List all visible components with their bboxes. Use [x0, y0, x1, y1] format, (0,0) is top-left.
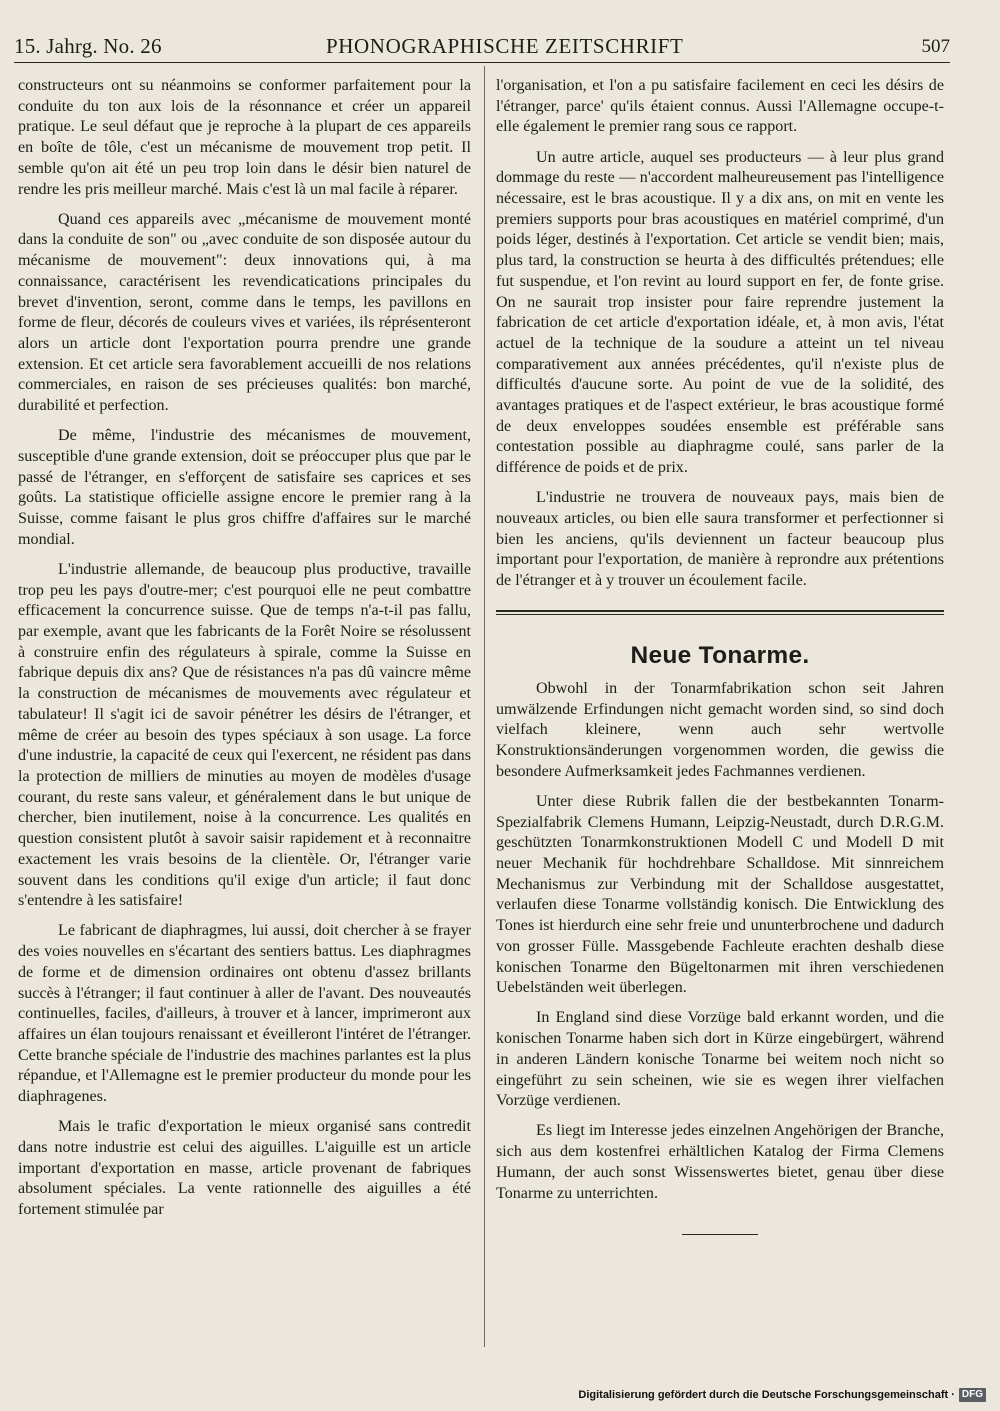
- dfg-logo: DFG: [959, 1388, 986, 1402]
- paragraph: In England sind diese Vorzüge bald erkannt worden, und die konischen Tonarme haben sich dort in Kürze eingebürgert, während in anderen Ländern konische Tonarme bei weitem noch nicht so eingeführt zu sein scheinen, wie sie es wegen ihrer vielfachen Vorzüge verdienen.: [496, 1009, 944, 1110]
- volume-issue: 15. Jahrg. No. 26: [14, 34, 162, 58]
- paragraph: constructeurs ont su néanmoins se conformer parfaitement pour la conduite du ton aux lois de la résonnance et créer un appareil pratique. Le seul défaut que je reproche à la plupart de ces appareils en boîte de tôle, c'est un mécanisme de mouvement trop petit. Il semble qu'on ait été un peu trop loin dans le désir bien naturel de rendre les pris meilleur marché. Mais c'est là un mal facile à réparer.: [18, 77, 471, 198]
- digitization-footer: [578, 1385, 986, 1405]
- right-column: [496, 76, 944, 1235]
- article-title: Neue Tonarme.: [630, 641, 810, 669]
- paragraph: L'industrie ne trouvera de nouveaux pays, mais bien de nouveaux articles, ou bien elle saura transformer et perfectionner si bien les anciens, qu'ils deviennent un facteur beaucoup plus important pour l'exportation, de manière à reprondre aux prétentions de l'étranger et à y trouver un écoulement facile.: [496, 489, 944, 590]
- paragraph: L'industrie allemande, de beaucoup plus productive, travaille trop peu les pays d'outre-mer; c'est pourquoi elle ne peut combattre efficacement la concurrence suisse. Que de temps n'a-t-il pas fallu, par exemple, avant que les fabricants de la Forêt Noire se résolussent à construire enfin des régulateurs à spirale, comme la Suisse en fabrique depuis dix ans? Que de résistances n'a pas dû vaincre même la construction de mécanismes de mouvements avec régulateur et tabulateur! Il s'agit ici de savoir pénétrer les désirs de l'étranger, et même de créer au besoin des types spéciaux à son usage. La force d'une industrie, la capacité de ceux qui l'exercent, ne résident pas dans la protection de milliers de minuties au moyen de modèles d'usage courant, du reste sans valeur, et généralement dans le but unique de chercher, bien inutilement, noise à la concurrence. Les qualités en question consistent plutôt à savoir saisir rapidement et à reconnaitre exactement les vrais besoins de la clientèle. Or, l'étranger varie souvent dans les conditions qu'il exige d'un article; il faut donc s'entendre à les satisfaire!: [18, 560, 471, 910]
- paragraph: l'organisation, et l'on a pu satisfaire facilement en ceci les désirs de l'étranger, parce' qu'ils étaient connus. Aussi l'Allemagne occupe-t-elle également le premier rang sous ce rapport.: [496, 77, 944, 136]
- paragraph: Unter diese Rubrik fallen die der bestbekannten Tonarm-Spezialfabrik Clemens Humann, Leipzig-Neustadt, durch D.R.G.M. geschützten Tonarmkonstruktionen Modell C und Modell D mit neuer Mechanik für hochdrehbare Schalldose. Mit sinnreichem Mechanismus zur Verbindung mit der Schalldose ausgestattet, verlaufen diese Tonarme vollständig konisch. Die Entwicklung des Tones ist hierdurch eine sehr freie und ununterbrochene und dadurch von grosser Fülle. Massgebende Fachleute erachten deshalb diese konischen Tonarme den Bügeltonarmen mit ihren verschiedenen Uebelständen weit überlegen.: [496, 792, 944, 997]
- paragraph: Un autre article, auquel ses producteurs — à leur plus grand dommage du reste — n'accordent malheureusement pas l'intelligence nécessaire, est le bras acoustique. Il y a dix ans, on mit en vente les premiers supports pour bras acoustiques en matériel comprimé, d'un poids léger, destinés à l'exportation. Cet article se vendit bien; mais, plus tard, la construction se heurta à des difficultés prétendues; elle fut suspendue, et l'on revint au lourd support en fer, de fonte grise. On ne saurait trop insister pour faire reprendre justement la fabrication de cet article d'exportation idéale, et, à mon avis, l'état actuel de la technique de la soudure a atteint un tel niveau comparativement aux années précédentes, qu'il n'existe plus de difficultés d'aucune sorte. Au point de vue de la solidité, des avantages pratiques et de l'aspect extérieur, le bras acoustique formé de deux enveloppes soudées ensemble est préférable sans contestation possible au diaphragme coulé, sans parler de la différence de poids et de prix.: [496, 148, 944, 477]
- page-number: 507: [921, 36, 950, 57]
- running-header: [14, 32, 950, 63]
- paragraph: Le fabricant de diaphragmes, lui aussi, doit chercher à se frayer des voies nouvelles en s'écartant des sentiers battus. Les diaphragmes de forme et de dimension ordinaires ont obtenu d'assez brillants succès à l'étranger; il faut continuer à aller de l'avant. Des nouveautés continuelles, faciles, d'ailleurs, à trouver et à lancer, imprimeront aux affaires un élan toujours renaissant et éveilleront l'intéret de l'étranger. Cette branche spéciale de l'industrie des machines parlantes est la plus répandue, et l'Allemagne est le premier producteur du monde pour les diaphragenes.: [18, 922, 471, 1106]
- end-rule: [682, 1234, 758, 1235]
- footer-text: Digitalisierung gefördert durch die Deutsche Forschungsgemeinschaft ·: [578, 1389, 955, 1401]
- paragraph: Es liegt im Interesse jedes einzelnen Angehörigen der Branche, sich aus dem kostenfrei erhältlichen Katalog der Firma Clemens Humann, der auch sonst Wissenswertes bietet, genau über diese Tonarme zu unterrichten.: [496, 1122, 944, 1202]
- section-separator: [496, 610, 944, 612]
- left-column: [18, 76, 471, 1221]
- column-divider: [484, 66, 485, 1347]
- journal-title: PHONOGRAPHISCHE ZEITSCHRIFT: [326, 34, 684, 58]
- paragraph: Quand ces appareils avec „mécanisme de mouvement monté dans la conduite de son" ou „avec conduite de son disposée autour du mécanisme de mouvement": deux innovations qui, à ma connaissance, caractérisent les revendicatications principales du brevet d'invention, seront, comme dans le temps, les pavillons en forme de fleur, décorés de couleurs vives et variées, ils réprésenteront alors un article dont l'exportation pourra prendre une grande extension. Et cet article sera favorablement accueilli de nos relations commerciales, en raison de ses précieuses qualités: bon marché, durabilité et perfection.: [18, 210, 471, 415]
- paragraph: De même, l'industrie des mécanismes de mouvement, susceptible d'une grande extension, doit se préoccuper plus que par le passé de l'étranger, en s'efforçent de satisfaire ses caprices et ses goûts. La statistique officielle assigne encore le premier rang à la Suisse, comme faisant le plus gros chiffre d'affaires sur le marché mondial.: [18, 427, 471, 548]
- paragraph: Mais le trafic d'exportation le mieux organisé sans contredit dans notre industrie est celui des aiguilles. L'aiguille est un article important d'exportation en masse, article provenant de fabriques absolument spéciales. La vente rationnelle des aiguilles a été fortement stimulée par: [18, 1118, 471, 1219]
- paragraph: Obwohl in der Tonarmfabrikation schon seit Jahren umwälzende Erfindungen nicht gemacht worden sind, so sind doch vielfach kleinere, wenn auch sehr wertvolle Konstruktionsänderungen vorgenommen worden, die gewiss die besondere Aufmerksamkeit jedes Fachmannes verdienen.: [496, 679, 944, 780]
